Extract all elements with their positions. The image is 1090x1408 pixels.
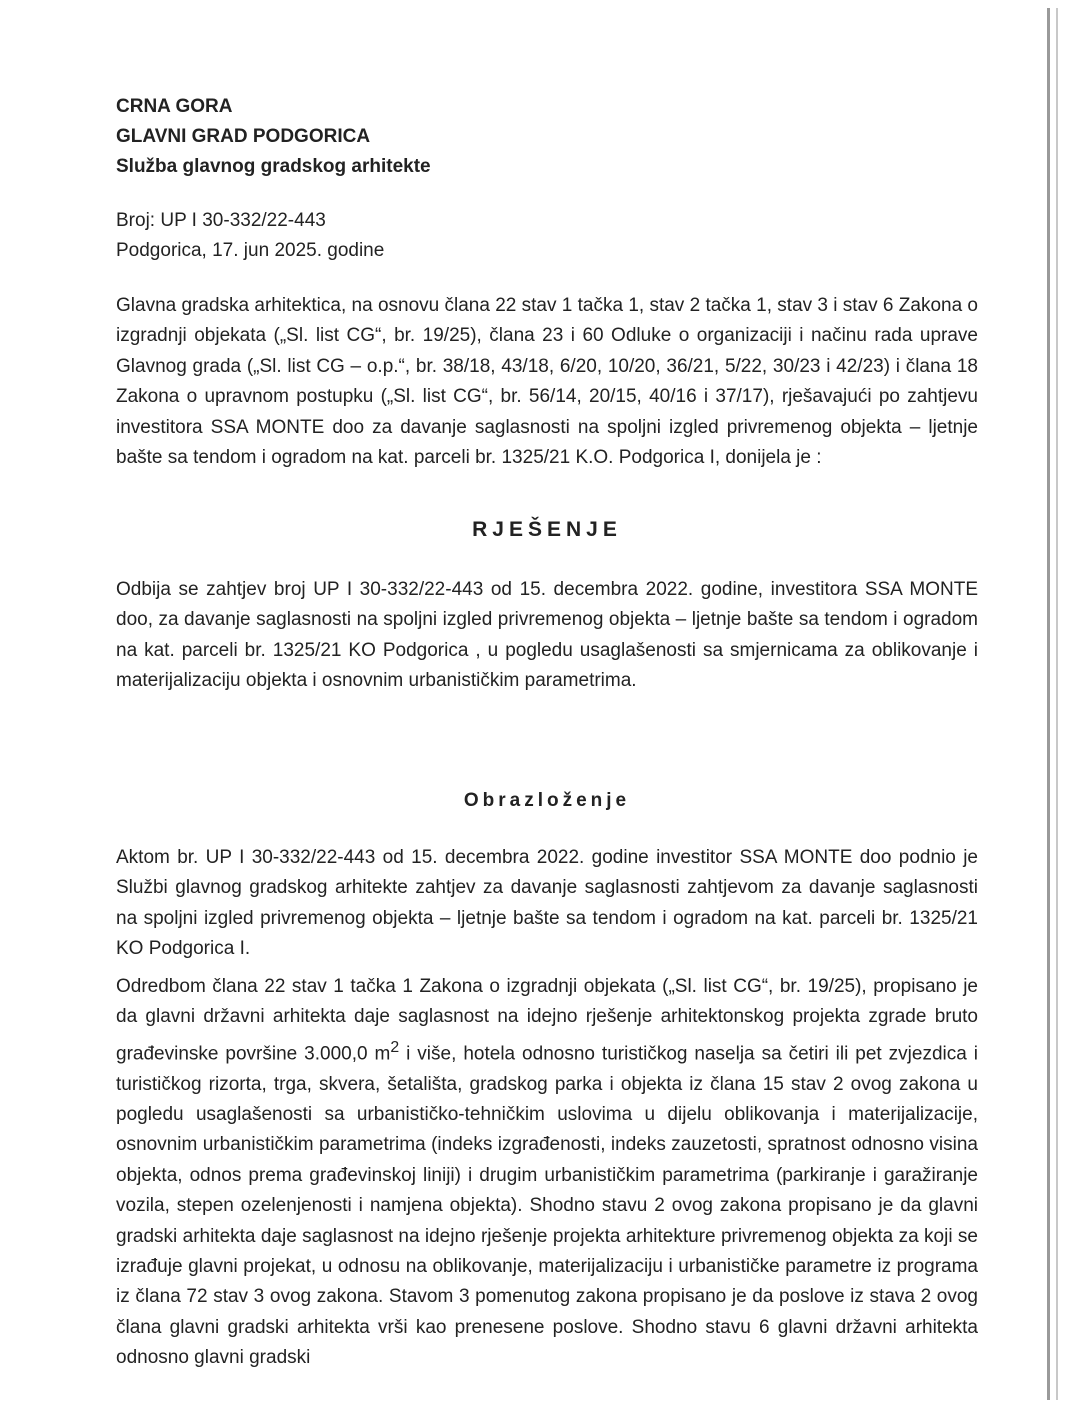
scan-edge-line-secondary [1056,8,1058,1400]
intro-paragraph: Glavna gradska arhitektica, na osnovu člana 22 stav 1 tačka 1, stav 2 tačka 1, stav 3 i stav 6 Zakona o izgradnji objekata („Sl. list CG“, br. 19/25), člana 23 i 60 Odluke o organizaciji i načinu rada uprave Glavnog grada („Sl. list CG – o.p.“, br. 38/18, 43/18, 6/20, 10/20, 36/21, 5/22, 30/23 i 42/23) i člana 18 Zakona o upravnom postupku („Sl. list CG“, br. 56/14, 20/15, 40/16 i 37/17), rješavajući po zahtjevu investitora SSA MONTE doo za davanje saglasnosti na spoljni izgled privremenog objekta – ljetnje bašte sa tendom i ogradom na kat. parceli br. 1325/21 K.O. Podgorica I, donijela je : [116,295,978,469]
scan-edge-line [1047,8,1050,1400]
document-header [116,92,976,182]
document-reference [116,206,976,266]
reference-place-date: Podgorica, 17. jun 2025. godine [116,240,385,261]
reasoning-paragraph-1: Aktom br. UP I 30-332/22-443 od 15. decembra 2022. godine investitor SSA MONTE doo podnio je Službi glavnog gradskog arhitekte zahtjev za davanje saglasnosti zahtjevom za davanje saglasnosti na spoljni izgled privremenog objekta – ljetnje bašte sa tendom i ogradom na kat. parceli br. 1325/21 KO Podgorica I. [116,847,978,960]
reference-number: Broj: UP I 30-332/22-443 [116,210,326,231]
reasoning-paragraph-2-part-2: i više, hotela odnosno turističkog naselja sa četiri ili pet zvjezdica i turističkog rizorta, trga, skvera, šetališta, gradskog parka i objekta iz člana 15 stav 2 ovog zakona u pogledu usaglašenosti sa urbanističko-tehničkim uslovima u dijelu oblikovanja i materijalizacije, osnovnim urbanističkim parametrima (indeks izgrađenosti, indeks zauzetosti, spratnost odnosno visina objekta, odnos prema građevinskoj liniji) i drugim urbanističkim parametrima (parkiranje i garažiranje vozila, stepen ozelenjenosti i namjena objekta). Shodno stavu 2 ovog zakona propisano je da glavni gradski arhitekta daje saglasnost na idejno rješenje projekta arhitekture privremenog objekta za koji se izrađuje glavni projekat, u odnosu na oblikovanje, materijalizaciju i urbanističke parametre iz programa iz člana 72 stav 3 ovog zakona. Stavom 3 pomenutog zakona propisano je da poslove iz stava 2 ovog člana glavni gradski arhitekta vrši kao prenesene poslove. Shodno stavu 6 glavni državni arhitekta odnosno glavni gradski [116,1043,978,1369]
reasoning-title: Obrazloženje [463,790,631,811]
header-city: GLAVNI GRAD PODGORICA [116,126,371,147]
decision-paragraph: Odbija se zahtjev broj UP I 30-332/22-443 od 15. decembra 2022. godine, investitora SSA MONTE doo, za davanje saglasnosti na spoljni izgled privremenog objekta – ljetnje bašte sa tendom i ogradom na kat. parceli br. 1325/21 KO Podgorica , u pogledu usaglašenosti sa smjernicama za oblikovanje i materijalizaciju objekta i osnovnim urbanističkim parametrima. [116,579,978,692]
header-country: CRNA GORA [116,96,233,117]
reasoning-paragraph-2-part-1: Odredbom člana 22 stav 1 tačka 1 Zakona o izgradnji objekata („Sl. list CG“, br. 19/25), propisano je da glavni državni arhitekta daje saglasnost na idejno rješenje arhitektonskog projekta zgrade bruto građevinske površine 3.000,0 m [116,976,978,1065]
header-office: Služba glavnog gradskog arhitekte [116,156,431,177]
decision-title: RJEŠENJE [472,518,622,541]
superscript-unit: 2 [390,1038,400,1056]
reasoning-paragraph-2 [116,972,978,1374]
